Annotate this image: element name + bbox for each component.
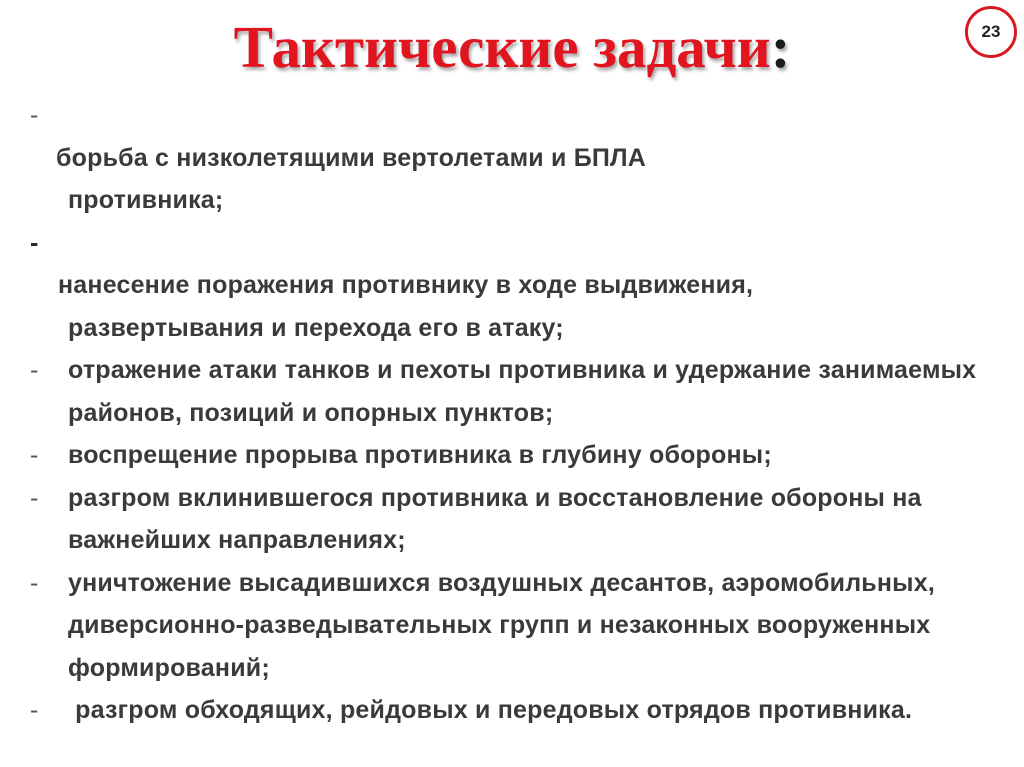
task-item: [30, 94, 1020, 222]
title-colon: :: [770, 14, 791, 80]
task-text-line: противника;: [68, 186, 224, 214]
task-list: [30, 94, 1020, 732]
task-text: воспрещение прорыва противника в глубину обороны;: [68, 441, 772, 469]
task-item: [30, 689, 1020, 732]
slide-title: [0, 10, 1024, 84]
task-item: [30, 477, 1020, 562]
task-text: разгром вклинившегося противника и восстановление обороны на важнейших направлениях;: [68, 483, 922, 554]
list-marker: -: [30, 101, 39, 129]
page-number: 23: [981, 22, 1001, 41]
task-text-line: борьба с низколетящими вертолетами и БПЛА: [56, 143, 647, 172]
task-item: [30, 349, 1020, 434]
task-text: разгром обходящих, рейдовых и передовых отрядов противника.: [68, 696, 913, 724]
task-text: отражение атаки танков и пехоты противника и удержание занимаемых районов, позиций и опорных пунктов;: [68, 356, 977, 427]
task-text-line: нанесение поражения противнику в ходе выдвижения,: [58, 271, 754, 299]
task-item: [30, 222, 1020, 350]
task-text-line: развертывания и перехода его в атаку;: [68, 313, 564, 342]
title-text: Тактические задачи: [233, 14, 771, 80]
task-text: [58, 264, 1020, 349]
task-item: [30, 434, 1020, 477]
task-item: [30, 562, 1020, 690]
list-marker: -: [30, 441, 39, 469]
list-marker: -: [30, 696, 39, 724]
task-text: [56, 137, 1020, 222]
task-text: уничтожение высадившихся воздушных десантов, аэромобильных, диверсионно-разведывательных групп и незаконных вооруженных формирований;: [68, 568, 935, 682]
list-marker: -: [30, 568, 39, 597]
list-marker: -: [30, 483, 39, 512]
list-marker: -: [30, 356, 39, 384]
list-marker: -: [30, 228, 39, 257]
